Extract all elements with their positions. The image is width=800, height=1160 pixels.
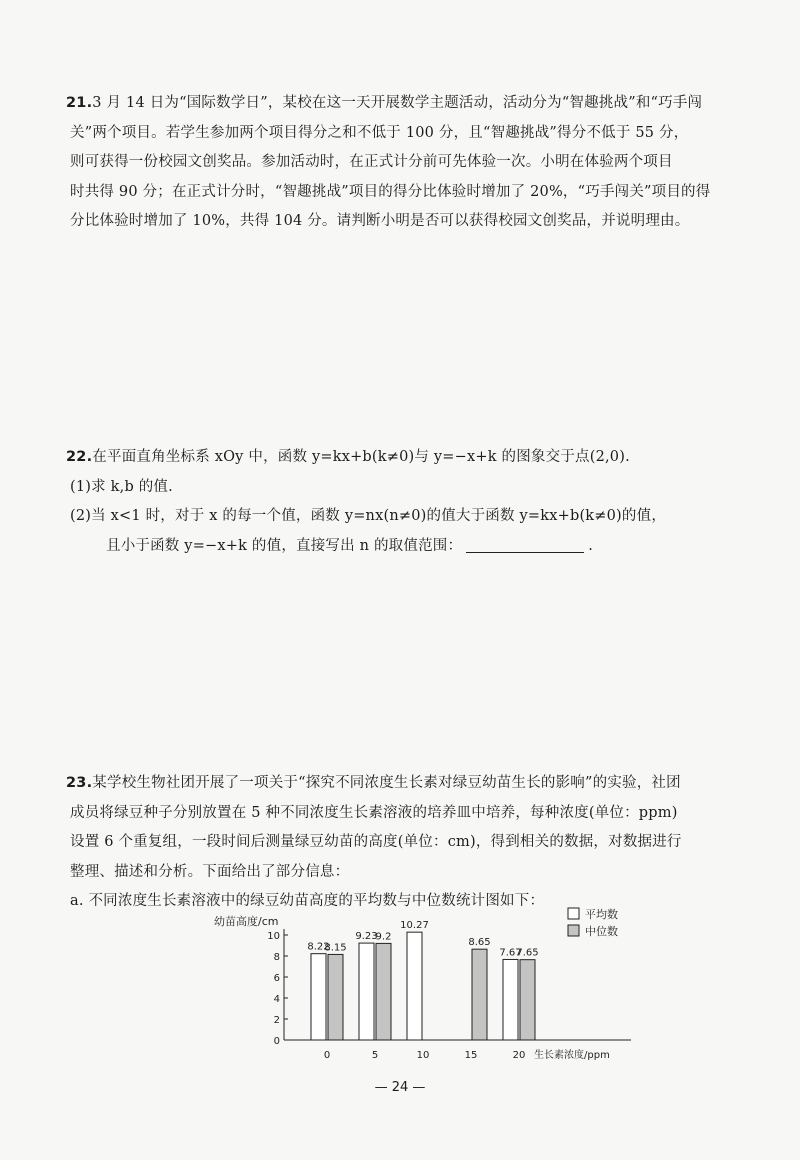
- q23-line-2: 成员将绿豆种子分别放置在 5 种不同浓度生长素溶液的培养皿中培养，每种浓度(单位：ppm): [70, 804, 678, 821]
- mean-bar: [311, 954, 326, 1040]
- mean-bar: [503, 959, 518, 1040]
- x-tick-label: 15: [464, 1050, 478, 1061]
- data-label: 9.2: [375, 931, 392, 943]
- q22-stem-line: 22.在平面直角坐标系 xOy 中，函数 y=kx+b(k≠0)与 y=−x+k 的图象交于点(2,0).: [66, 449, 630, 465]
- data-label: 7.67: [499, 947, 522, 959]
- q23-line-4: 整理、描述和分析。下面给出了部分信息：: [70, 863, 350, 880]
- data-label: 8.65: [468, 937, 491, 949]
- data-label: 9.23: [355, 931, 378, 943]
- x-tick-label: 20: [512, 1050, 526, 1061]
- median-bar: [520, 960, 535, 1040]
- q22-part-2-line-2: 且小于函数 y=−x+k 的值，直接写出 n 的取值范围： .: [106, 537, 593, 554]
- data-label: 7.65: [516, 947, 539, 959]
- x-tick-label: 10: [416, 1050, 430, 1061]
- median-bar: [472, 949, 487, 1040]
- y-tick-label: 4: [273, 994, 280, 1005]
- data-label: 10.27: [400, 920, 429, 932]
- legend-swatch: [568, 925, 579, 936]
- data-label: 8.15: [324, 942, 347, 954]
- q23-number: 23.: [66, 775, 93, 791]
- question-22: [66, 443, 756, 561]
- y-tick-label: 6: [273, 973, 280, 984]
- legend-label: 中位数: [585, 925, 618, 938]
- mean-bar: [359, 943, 374, 1040]
- bar-chart: [186, 905, 656, 1070]
- legend-label: 平均数: [585, 908, 618, 921]
- q23-line-3: 设置 6 个重复组，一段时间后测量绿豆幼苗的高度(单位：cm)，得到相关的数据，对数据进行: [70, 834, 682, 850]
- q21-line-5: 分比体验时增加了 10%，共得 104 分。请判断小明是否可以获得校园文创奖品，并说明理由。: [70, 213, 690, 229]
- mean-bar: [407, 932, 422, 1040]
- q21-line-4: 时共得 90 分；在正式计分时，“智趣挑战”项目的得分比体验时增加了 20%，“巧手闯关”项目的得: [70, 183, 711, 200]
- q23-item-a: a. 不同浓度生长素溶液中的绿豆幼苗高度的平均数与中位数统计图如下：: [70, 893, 545, 909]
- q22-part-1: (1)求 k,b 的值.: [70, 478, 173, 495]
- answer-blank[interactable]: [466, 536, 584, 553]
- q22-number: 22.: [66, 449, 93, 465]
- x-tick-label: 5: [371, 1050, 379, 1061]
- median-bar: [328, 954, 343, 1040]
- q21-line-2: 关”两个项目。若学生参加两个项目得分之和不低于 100 分，且“智趣挑战”得分不低于 55 分，: [70, 124, 689, 141]
- question-21: [66, 89, 756, 237]
- q21-line-1: 21.3 月 14 日为“国际数学日”，某校在这一天开展数学主题活动，活动分为“智趣挑战”和“巧手闯: [66, 95, 703, 111]
- legend-swatch: [568, 908, 579, 919]
- q21-line-3: 则可获得一份校园文创奖品。参加活动时，在正式计分前可先体验一次。小明在体验两个项目: [70, 154, 673, 170]
- q22-part-2-line-1: (2)当 x<1 时，对于 x 的每一个值，函数 y=nx(n≠0)的值大于函数 y=kx+b(k≠0)的值，: [70, 508, 667, 524]
- data-label: 8.22: [307, 941, 330, 953]
- x-axis-label: 生长素浓度/ppm: [534, 1050, 610, 1061]
- x-tick-label: 0: [323, 1050, 331, 1061]
- y-tick-label: 0: [273, 1036, 280, 1047]
- median-bar: [376, 943, 391, 1040]
- question-23: [66, 769, 756, 917]
- y-tick-label: 10: [267, 931, 280, 942]
- q21-number: 21.: [66, 95, 93, 111]
- y-tick-label: 2: [273, 1015, 280, 1026]
- q23-line-1: 23.某学校生物社团开展了一项关于“探究不同浓度生长素对绿豆幼苗生长的影响”的实验，社团: [66, 775, 681, 791]
- y-tick-label: 8: [273, 952, 280, 963]
- y-axis-label: 幼苗高度/cm: [214, 915, 279, 928]
- page-number: — 24 —: [374, 1080, 426, 1095]
